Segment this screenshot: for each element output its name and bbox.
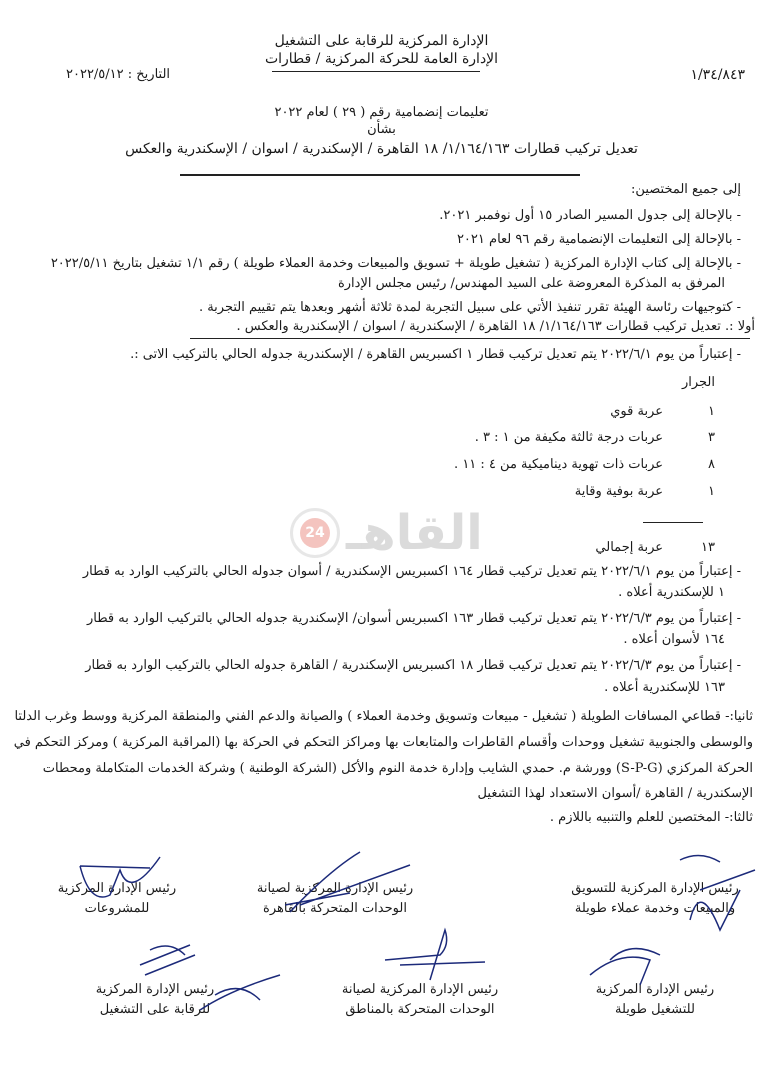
clock-icon: 24	[290, 508, 340, 558]
section-second-line: والوسطى والجنوبية تشغيل ووحدات وأقسام القاطرات والمتابعات بها ومراكز التحكم في الحركة بها (المراقبة المركزية ) ومركز التحكم في	[13, 735, 753, 750]
first-intro: - إعتباراً من يوم ٢٠٢٢/٦/١ يتم تعديل تركيب قطار ١ اكسبريس القاهرة / الإسكندرية جدوله الحالي بالتركيب الاتى :.	[130, 347, 741, 362]
signatory-title: والمبيعات وخدمة عملاء طويلة	[574, 901, 736, 916]
change-item: - إعتباراً من يوم ٢٠٢٢/٦/٣ يتم تعديل تركيب قطار ١٨ اكسبريس الإسكندرية / القاهرة جدوله الحالي بالتركيب الوارد به قطار	[85, 658, 741, 673]
signature-cairo-maintenance	[285, 852, 410, 912]
total-desc: عربة إجمالي	[595, 540, 663, 555]
signatory-title: الوحدات المتحركة بالمناطق	[345, 1002, 495, 1017]
section-second-line: ثانيا:- قطاعي المسافات الطويلة ( تشغيل - مبيعات وتسويق وخدمة العملاء ) والصيانة والدعم الفني والمنطقة المركزية ووسط وغرب الدلتا	[14, 709, 753, 724]
signatory-title: رئيس الإدارة المركزية	[595, 982, 715, 997]
greeting: إلى جميع المختصين:	[631, 182, 741, 197]
signature-regional-maintenance	[385, 930, 485, 980]
signature-operation-control	[140, 945, 280, 1010]
change-item-cont: ١ للإسكندرية أعلاه .	[618, 585, 725, 600]
watermark-logo: 24 القاهـ	[290, 505, 483, 561]
reference-item: - بالإحالة إلى جدول المسير الصادر ١٥ أول نوفمبر ٢٠٢١.	[439, 208, 741, 223]
signature-marketing	[680, 855, 755, 930]
change-item: - إعتباراً من يوم ٢٠٢٢/٦/٣ يتم تعديل تركيب قطار ١٦٣ اكسبريس أسوان/ الإسكندرية جدوله الحالي بالتركيب الوارد به قطار	[87, 611, 741, 626]
section-second-line: الإسكندرية / القاهرة /أسوان الاستعداد لهذا التشغيل	[477, 786, 753, 801]
section-first-heading: أولا :. تعديل تركيب قطارات ١/١٦٤/١٦٣/ ١٨ القاهرة / الإسكندرية / اسوان / الإسكندرية والعكس .	[236, 319, 755, 334]
org-line-1: الإدارة المركزية للرقابة على التشغيل	[274, 33, 489, 49]
composition-count: ١	[708, 404, 715, 419]
signatory-title: للتشغيل طويلة	[615, 1002, 695, 1017]
document-date: التاريخ : ٢٠٢٢/٥/١٢	[66, 67, 171, 82]
signatory-title: رئيس الإدارة المركزية للتسويق	[571, 881, 739, 896]
title-line-1: تعليمات إنضمامية رقم ( ٢٩ ) لعام ٢٠٢٢	[274, 105, 489, 120]
composition-desc: عربة قوي	[610, 404, 663, 419]
signatory-title: رئيس الإدارة المركزية لصيانة	[256, 881, 414, 896]
signatory-title: رئيس الإدارة المركزية	[95, 982, 215, 997]
composition-desc: عربات ذات تهوية ديناميكية من ٤ : ١١ .	[454, 457, 663, 472]
signatory-title: الوحدات المتحركة بالقاهرة	[263, 901, 407, 916]
reference-item: - بالإحالة إلى التعليمات الإنضمامية رقم ٩٦ لعام ٢٠٢١	[456, 232, 741, 247]
composition-count: ١	[708, 484, 715, 499]
section-third: ثالثا:- المختصين للعلم والتنبيه باللازم .	[549, 810, 753, 825]
signatory-title: رئيس الإدارة المركزية	[57, 881, 177, 896]
change-item-cont: ١٦٣ للإسكندرية أعلاه .	[604, 680, 725, 695]
composition-label: الجرار	[681, 375, 715, 390]
composition-count: ٣	[708, 430, 715, 445]
change-item: - إعتباراً من يوم ٢٠٢٢/٦/١ يتم تعديل تركيب قطار ١٦٤ اكسبريس الإسكندرية / أسوان جدوله الحالي بالتركيب الوارد به قطار	[82, 564, 741, 579]
reference-item: - بالإحالة إلى كتاب الإدارة المركزية ( تشغيل طويلة + تسويق والمبيعات وخدمة العملاء طويلة ) رقم ١/١ تشغيل بتاريخ ٢٠٢٢/٥/١١	[50, 256, 741, 271]
reference-item-cont: المرفق به المذكرة المعروضة على السيد المهندس/ رئيس مجلس الإدارة	[337, 276, 725, 291]
signatory-title: للرقابة على التشغيل	[99, 1002, 211, 1017]
title-subject: تعديل تركيب قطارات ١/١٦٤/١٦٣/ ١٨ القاهرة / الإسكندرية / اسوان / الإسكندرية والعكس	[125, 141, 638, 157]
org-line-2: الإدارة العامة للحركة المركزية / قطارات	[264, 51, 499, 67]
reference-number: ١/٣٤/٨٤٣	[690, 67, 745, 83]
total-count: ١٣	[701, 540, 715, 555]
section-second-line: الحركة المركزي (S-P-G) وورشة م. حمدي الشايب وإدارة خدمة النوم والأكل (الشركة الوطنية ) وشركة الخدمات المتكاملة ومحطات	[42, 761, 753, 776]
title-line-2: بشأن	[367, 122, 396, 137]
composition-desc: عربات درجة ثالثة مكيفة من ١ : ٣ .	[474, 430, 663, 445]
composition-desc: عربة بوفية وقاية	[574, 484, 663, 499]
composition-count: ٨	[708, 457, 715, 472]
change-item-cont: ١٦٤ لأسوان أعلاه .	[623, 632, 725, 647]
signature-long-operation	[590, 949, 660, 985]
signatory-title: رئيس الإدارة المركزية لصيانة	[341, 982, 499, 997]
reference-item: - كتوجيهات رئاسة الهيئة تقرر تنفيذ الأتي على سبيل التجربة لمدة ثلاثة أشهر وبعدها يتم تقييم التجربة .	[198, 300, 741, 315]
signatory-title: للمشروعات	[84, 901, 150, 916]
signature-projects	[80, 857, 160, 897]
